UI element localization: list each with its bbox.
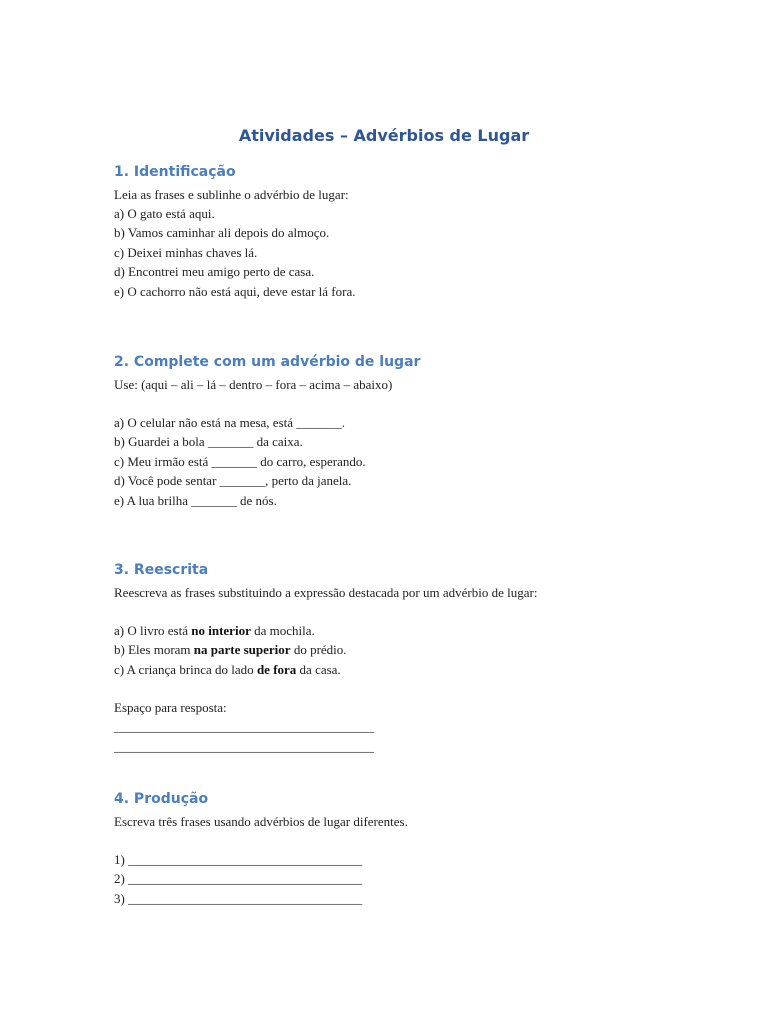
section-1-heading: 1. Identificação bbox=[114, 164, 236, 180]
answer-line: ________________________________________ bbox=[114, 739, 374, 754]
section-3-instruction: Reescreva as frases substituindo a expressão destacada por um advérbio de lugar: bbox=[114, 585, 538, 600]
production-line: 3) ____________________________________ bbox=[114, 891, 363, 906]
item-text: da casa. bbox=[296, 662, 341, 677]
section-2-item: c) Meu irmão está _______ do carro, esperando. bbox=[114, 454, 366, 469]
production-line: 1) ____________________________________ bbox=[114, 852, 363, 867]
section-1-instruction: Leia as frases e sublinhe o advérbio de lugar: bbox=[114, 187, 349, 202]
section-2-instruction: Use: (aqui – ali – lá – dentro – fora – acima – abaixo) bbox=[114, 377, 393, 392]
section-1-item: c) Deixei minhas chaves lá. bbox=[114, 245, 258, 260]
section-3-item bbox=[114, 623, 315, 639]
item-text: a) O livro está bbox=[114, 623, 192, 638]
section-2-item: b) Guardei a bola _______ da caixa. bbox=[114, 434, 303, 449]
item-text: do prédio. bbox=[290, 642, 347, 657]
section-4-heading: 4. Produção bbox=[114, 791, 209, 807]
section-2-item: a) O celular não está na mesa, está _______. bbox=[114, 415, 346, 430]
highlighted-expression: de fora bbox=[256, 662, 297, 677]
section-2-item: d) Você pode sentar _______, perto da janela. bbox=[114, 473, 352, 488]
section-4-instruction: Escreva três frases usando advérbios de lugar diferentes. bbox=[114, 814, 408, 829]
highlighted-expression: na parte superior bbox=[193, 642, 291, 657]
section-2-heading: 2. Complete com um advérbio de lugar bbox=[114, 354, 421, 370]
section-1-item: d) Encontrei meu amigo perto de casa. bbox=[114, 264, 315, 279]
document-title: Atividades – Advérbios de Lugar bbox=[238, 126, 530, 145]
item-text: c) A criança brinca do lado bbox=[114, 662, 257, 677]
answer-label: Espaço para resposta: bbox=[114, 700, 227, 715]
section-3-item bbox=[114, 662, 341, 678]
section-3-item bbox=[114, 642, 347, 658]
answer-line: ________________________________________ bbox=[114, 719, 374, 734]
highlighted-expression: no interior bbox=[191, 623, 251, 638]
section-2-item: e) A lua brilha _______ de nós. bbox=[114, 493, 277, 508]
section-1-item: e) O cachorro não está aqui, deve estar lá fora. bbox=[114, 284, 356, 299]
production-line: 2) ____________________________________ bbox=[114, 871, 363, 886]
item-text: b) Eles moram bbox=[114, 642, 194, 657]
section-1-item: b) Vamos caminhar ali depois do almoço. bbox=[114, 225, 330, 240]
section-3-heading: 3. Reescrita bbox=[114, 562, 209, 578]
item-text: da mochila. bbox=[250, 623, 315, 638]
section-1-item: a) O gato está aqui. bbox=[114, 206, 215, 221]
